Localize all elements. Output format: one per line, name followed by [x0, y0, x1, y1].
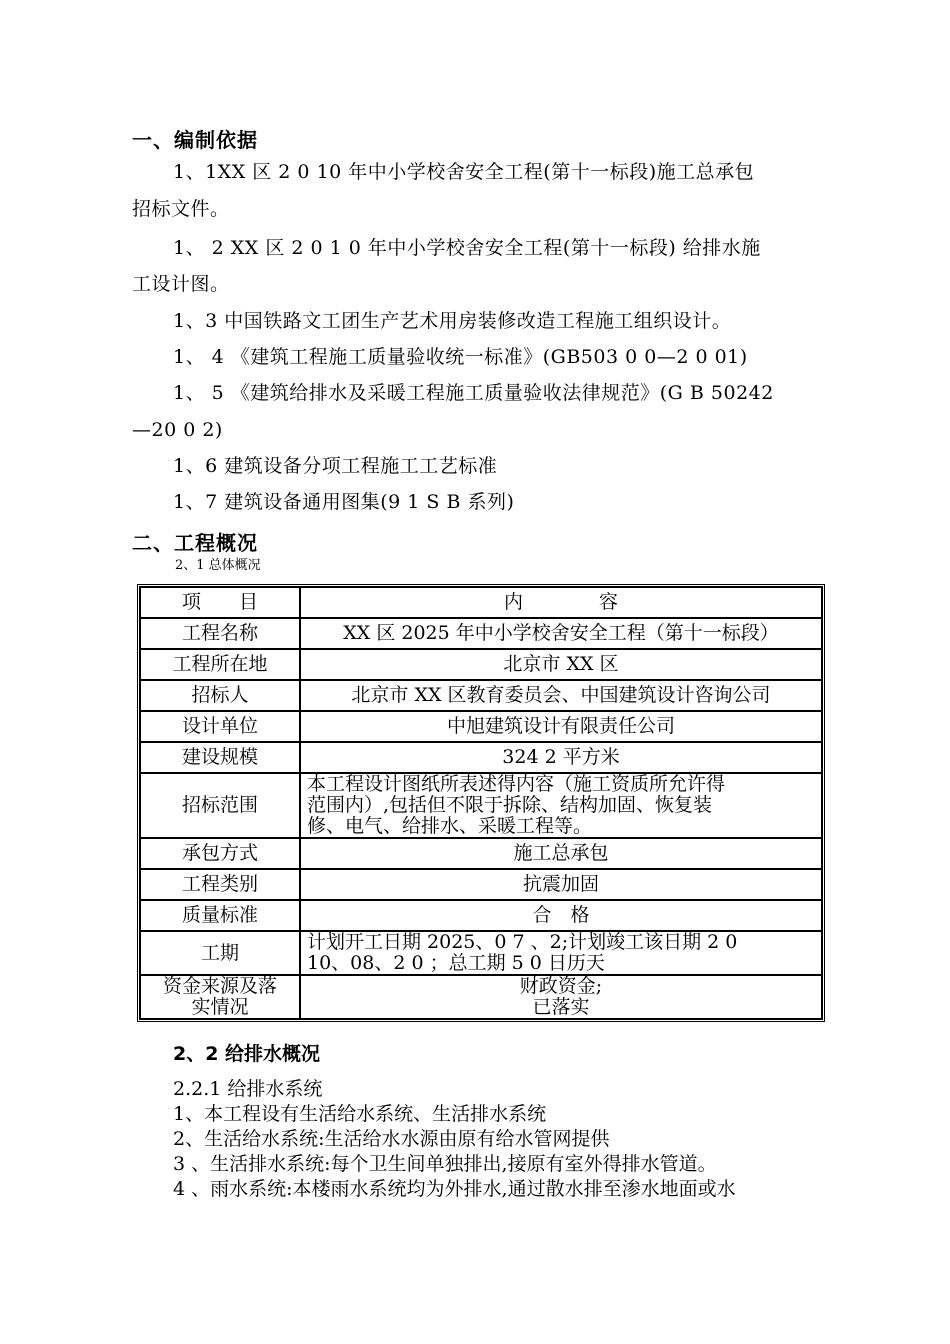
row-value-line: 财政资金;: [519, 975, 603, 997]
row-value-line: 修、电气、给排水、采暖工程等。: [307, 815, 593, 837]
drainage-line-2: 1、本工程设有生活给水系统、生活排水系统: [173, 1103, 547, 1125]
row-key: 招标范围: [140, 773, 300, 838]
row-value: 北京市 XX 区: [300, 649, 822, 680]
row-key: 质量标准: [140, 900, 300, 931]
row-value-line: 已落实: [532, 996, 590, 1018]
row-key-line: 实情况: [191, 996, 249, 1018]
row-value: 抗震加固: [300, 869, 822, 900]
drainage-line-1: 2.2.1 给排水系统: [173, 1078, 323, 1100]
table-row: [140, 680, 822, 711]
basis-item-1-line-2: 招标文件。: [132, 198, 230, 220]
table-row: [140, 931, 822, 975]
basis-item-6: 1、6 建筑设备分项工程施工工艺标准: [173, 455, 498, 477]
section-2-2-title: 2、2 给排水概况: [173, 1043, 321, 1065]
drainage-line-5: 4 、雨水系统:本楼雨水系统均为外排水,通过散水排至渗水地面或水: [173, 1178, 736, 1200]
row-value-line: 10、08、2 0 ；总工期 5 0 日历天: [307, 952, 605, 974]
row-key: 工期: [140, 931, 300, 975]
overview-caption: 2、1 总体概况: [175, 558, 261, 573]
table-row: [140, 838, 822, 869]
table-header-row: [140, 587, 822, 618]
table-row: [140, 869, 822, 900]
row-key: 工程类别: [140, 869, 300, 900]
row-value-line: 计划开工日期 2025、0 7 、2;计划竣工该日期 2 0: [307, 931, 738, 953]
basis-item-7: 1、7 建筑设备通用图集(9 1 S B 系列): [173, 491, 515, 513]
drainage-line-3: 2、生活给水系统:生活给水水源由原有给水管网提供: [173, 1128, 610, 1150]
row-key: 建设规模: [140, 742, 300, 773]
project-overview-table: [137, 584, 825, 1022]
table-row: [140, 900, 822, 931]
row-key: 承包方式: [140, 838, 300, 869]
basis-item-5-line-2: —20 0 2): [132, 419, 223, 441]
basis-item-3: 1、3 中国铁路文工团生产艺术用房装修改造工程施工组织设计。: [173, 310, 732, 332]
basis-item-5-line-1: 1、 5 《建筑给排水及采暖工程施工质量验收法律规范》(G B 50242: [173, 382, 774, 404]
row-key: [140, 975, 300, 1019]
row-key: 工程名称: [140, 618, 300, 649]
row-value: XX 区 2025 年中小学校舍安全工程（第十一标段）: [300, 618, 822, 649]
table-row: [140, 975, 822, 1019]
table-row: [140, 618, 822, 649]
row-value: 中旭建筑设计有限责任公司: [300, 711, 822, 742]
section-1-title: 一、编制依据: [132, 128, 258, 152]
row-key: 设计单位: [140, 711, 300, 742]
row-key-line: 资金来源及落: [162, 975, 277, 997]
row-value: 324 2 平方米: [300, 742, 822, 773]
table-row: [140, 773, 822, 838]
row-value: 北京市 XX 区教育委员会、中国建筑设计咨询公司: [300, 680, 822, 711]
row-key: 工程所在地: [140, 649, 300, 680]
table-row: [140, 711, 822, 742]
row-value: 合 格: [300, 900, 822, 931]
drainage-line-4: 3 、生活排水系统:每个卫生间单独排出,接原有室外得排水管道。: [173, 1153, 717, 1175]
basis-item-1-line-1: 1、1XX 区 2 0 10 年中小学校舍安全工程(第十一标段)施工总承包: [173, 161, 755, 183]
row-value-line: 本工程设计图纸所表述得内容（施工资质所允许得: [307, 773, 726, 795]
row-value: [300, 773, 822, 838]
row-value: 施工总承包: [300, 838, 822, 869]
basis-item-2-line-2: 工设计图。: [132, 273, 230, 295]
row-value: [300, 975, 822, 1019]
basis-item-4: 1、 4 《建筑工程施工质量验收统一标准》(GB503 0 0—2 0 01): [173, 346, 748, 368]
row-value: [300, 931, 822, 975]
header-content: 内 容: [300, 587, 822, 618]
table-row: [140, 742, 822, 773]
section-2-title: 二、工程概况: [132, 531, 258, 555]
table-row: [140, 649, 822, 680]
header-item: 项 目: [140, 587, 300, 618]
basis-item-2-line-1: 1、 2 XX 区 2 0 1 0 年中小学校舍安全工程(第十一标段) 给排水施: [173, 237, 761, 259]
row-key: 招标人: [140, 680, 300, 711]
row-value-line: 范围内）,包括但不限于拆除、结构加固、恢复装: [307, 794, 713, 816]
